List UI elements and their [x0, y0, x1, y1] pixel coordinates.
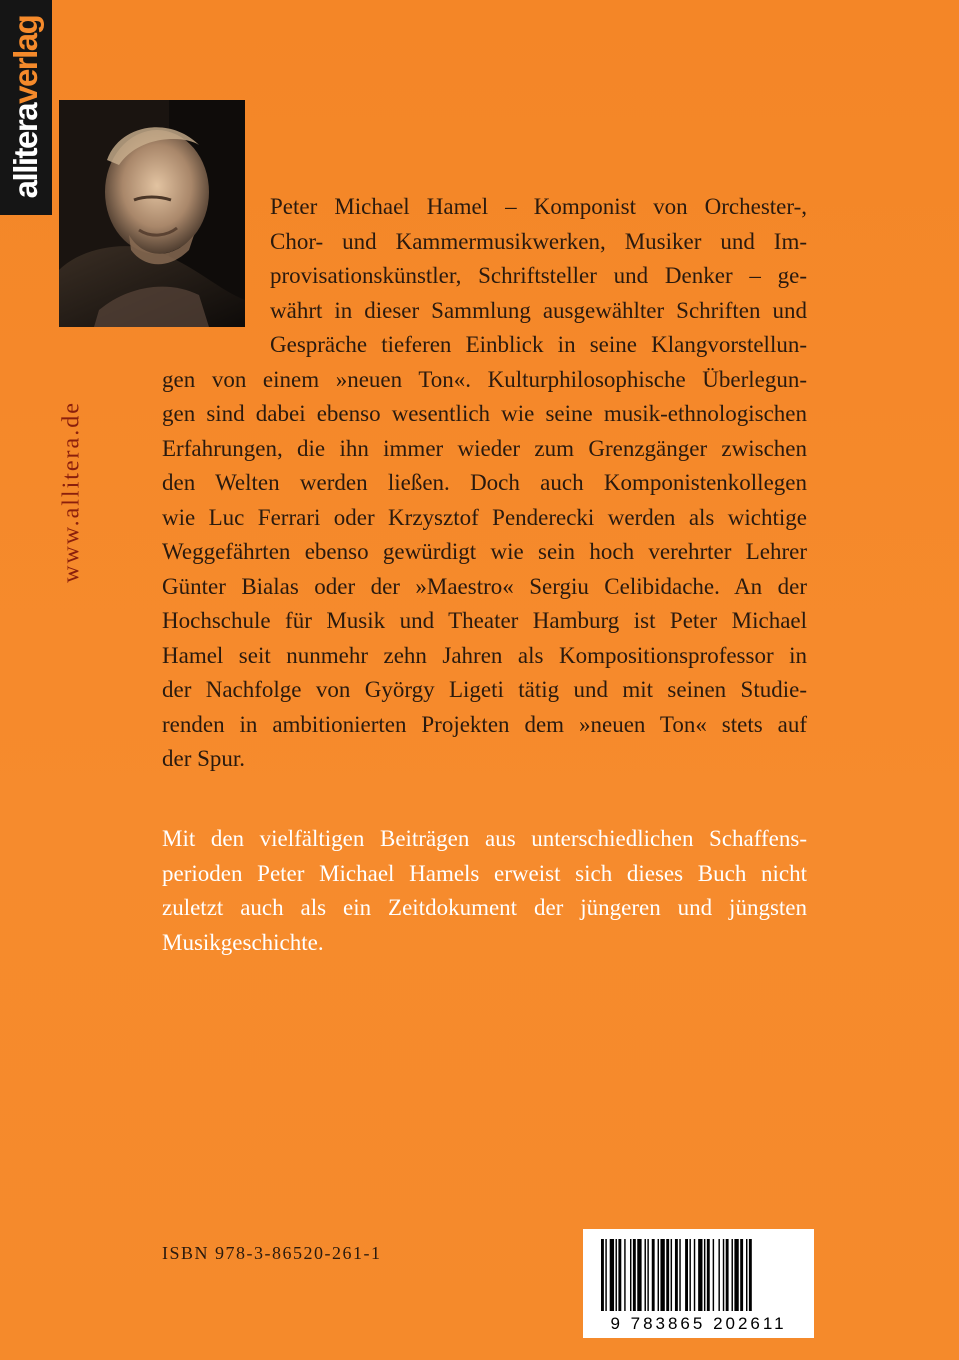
- bio-line: gen von einem »neuen Ton«. Kulturphilosophische Überlegun-: [162, 366, 807, 392]
- bio-line: Chor- und Kammermusikwerken, Musiker und Im-: [270, 228, 807, 254]
- summary-line: zuletzt auch als ein Zeitdokument der jüngeren und jüngsten: [162, 895, 807, 920]
- publisher-logo: [0, 0, 52, 215]
- bio-line: währt in dieser Sammlung ausgewählter Schriften und: [270, 297, 807, 323]
- author-biography: [162, 190, 807, 777]
- bio-line: provisationskünstler, Schriftsteller und Denker – ge-: [270, 263, 807, 288]
- barcode-bar: [601, 1239, 604, 1311]
- publisher-logo-text: [7, 16, 45, 199]
- barcode-bar: [633, 1239, 636, 1311]
- barcode-bar: [749, 1239, 752, 1311]
- bio-line: der Spur.: [162, 746, 246, 771]
- barcode-bar: [645, 1239, 646, 1311]
- barcode-bar: [723, 1239, 724, 1311]
- barcode-bar: [707, 1239, 710, 1311]
- barcode-bar: [637, 1239, 641, 1311]
- bio-line: Günter Bialas oder der »Maestro« Sergiu Celibidache. An der: [162, 573, 807, 599]
- barcode-bars: [601, 1239, 796, 1311]
- barcode-bar: [726, 1239, 729, 1311]
- barcode-bar: [679, 1239, 680, 1311]
- bio-line: Erfahrungen, die ihn immer wieder zum Grenzgänger zwischen: [162, 435, 807, 461]
- barcode-bar: [658, 1239, 659, 1311]
- logo-part2: verlag: [7, 15, 44, 104]
- barcode-bar: [704, 1239, 705, 1311]
- barcode-bar: [618, 1239, 621, 1311]
- barcode-bar: [624, 1239, 625, 1311]
- barcode-bar: [610, 1239, 614, 1311]
- publisher-website[interactable]: www.allitera.de: [58, 401, 85, 583]
- barcode-bar: [671, 1239, 672, 1311]
- barcode-icon: [583, 1229, 814, 1338]
- barcode-bar: [675, 1239, 678, 1311]
- bio-line: gen sind dabei ebenso wesentlich wie seine musik-ethnologischen: [162, 401, 807, 426]
- barcode-bar: [740, 1239, 743, 1311]
- logo-part1: allitera: [7, 103, 44, 199]
- summary-line: Mit den vielfältigen Beiträgen aus unterschiedlichen Schaffens-: [162, 826, 807, 851]
- barcode-bar: [647, 1239, 648, 1311]
- barcode-bar: [732, 1239, 733, 1311]
- bio-line: Hamel seit nunmehr zehn Jahren als Kompositionsprofessor in: [162, 642, 807, 668]
- barcode-bar: [605, 1239, 606, 1311]
- bio-line: wie Luc Ferrari oder Krzysztof Penderecki werden als wichtige: [162, 504, 807, 530]
- barcode-bar: [666, 1239, 669, 1311]
- barcode-bar: [698, 1239, 702, 1311]
- barcode-number: 9 783865 202611: [610, 1314, 787, 1333]
- barcode-bar: [660, 1239, 664, 1311]
- barcode-bar: [616, 1239, 617, 1311]
- summary-line: perioden Peter Michael Hamels erweist sich dieses Buch nicht: [162, 860, 807, 886]
- bio-line: der Nachfolge von György Ligeti tätig und mit seinen Studie-: [162, 677, 807, 702]
- barcode-bar: [734, 1239, 738, 1311]
- barcode-bar: [689, 1239, 690, 1311]
- bio-line: Gespräche tieferen Einblick in seine Klangvorstellun-: [270, 332, 807, 357]
- barcode-bar: [630, 1239, 631, 1311]
- summary-line: Musikgeschichte.: [162, 929, 324, 955]
- barcode-bar: [694, 1239, 695, 1311]
- bio-line: den Welten werden ließen. Doch auch Komponistenkollegen: [162, 470, 807, 495]
- bio-line: Peter Michael Hamel – Komponist von Orchester-,: [270, 194, 807, 219]
- barcode-bar: [746, 1239, 747, 1311]
- bio-line: Hochschule für Musik und Theater Hamburg ist Peter Michael: [162, 608, 807, 633]
- book-summary: [162, 822, 807, 960]
- barcode-bar: [713, 1239, 714, 1311]
- isbn-text: ISBN 978-3-86520-261-1: [162, 1243, 382, 1263]
- barcode-bar: [685, 1239, 688, 1311]
- bio-line: Weggefährten ebenso gewürdigt wie sein hoch verehrter Lehrer: [162, 539, 807, 564]
- barcode-bar: [652, 1239, 655, 1311]
- bio-line: renden in ambitionierten Projekten dem »neuen Ton« stets auf: [162, 711, 807, 737]
- barcode-bar: [718, 1239, 719, 1311]
